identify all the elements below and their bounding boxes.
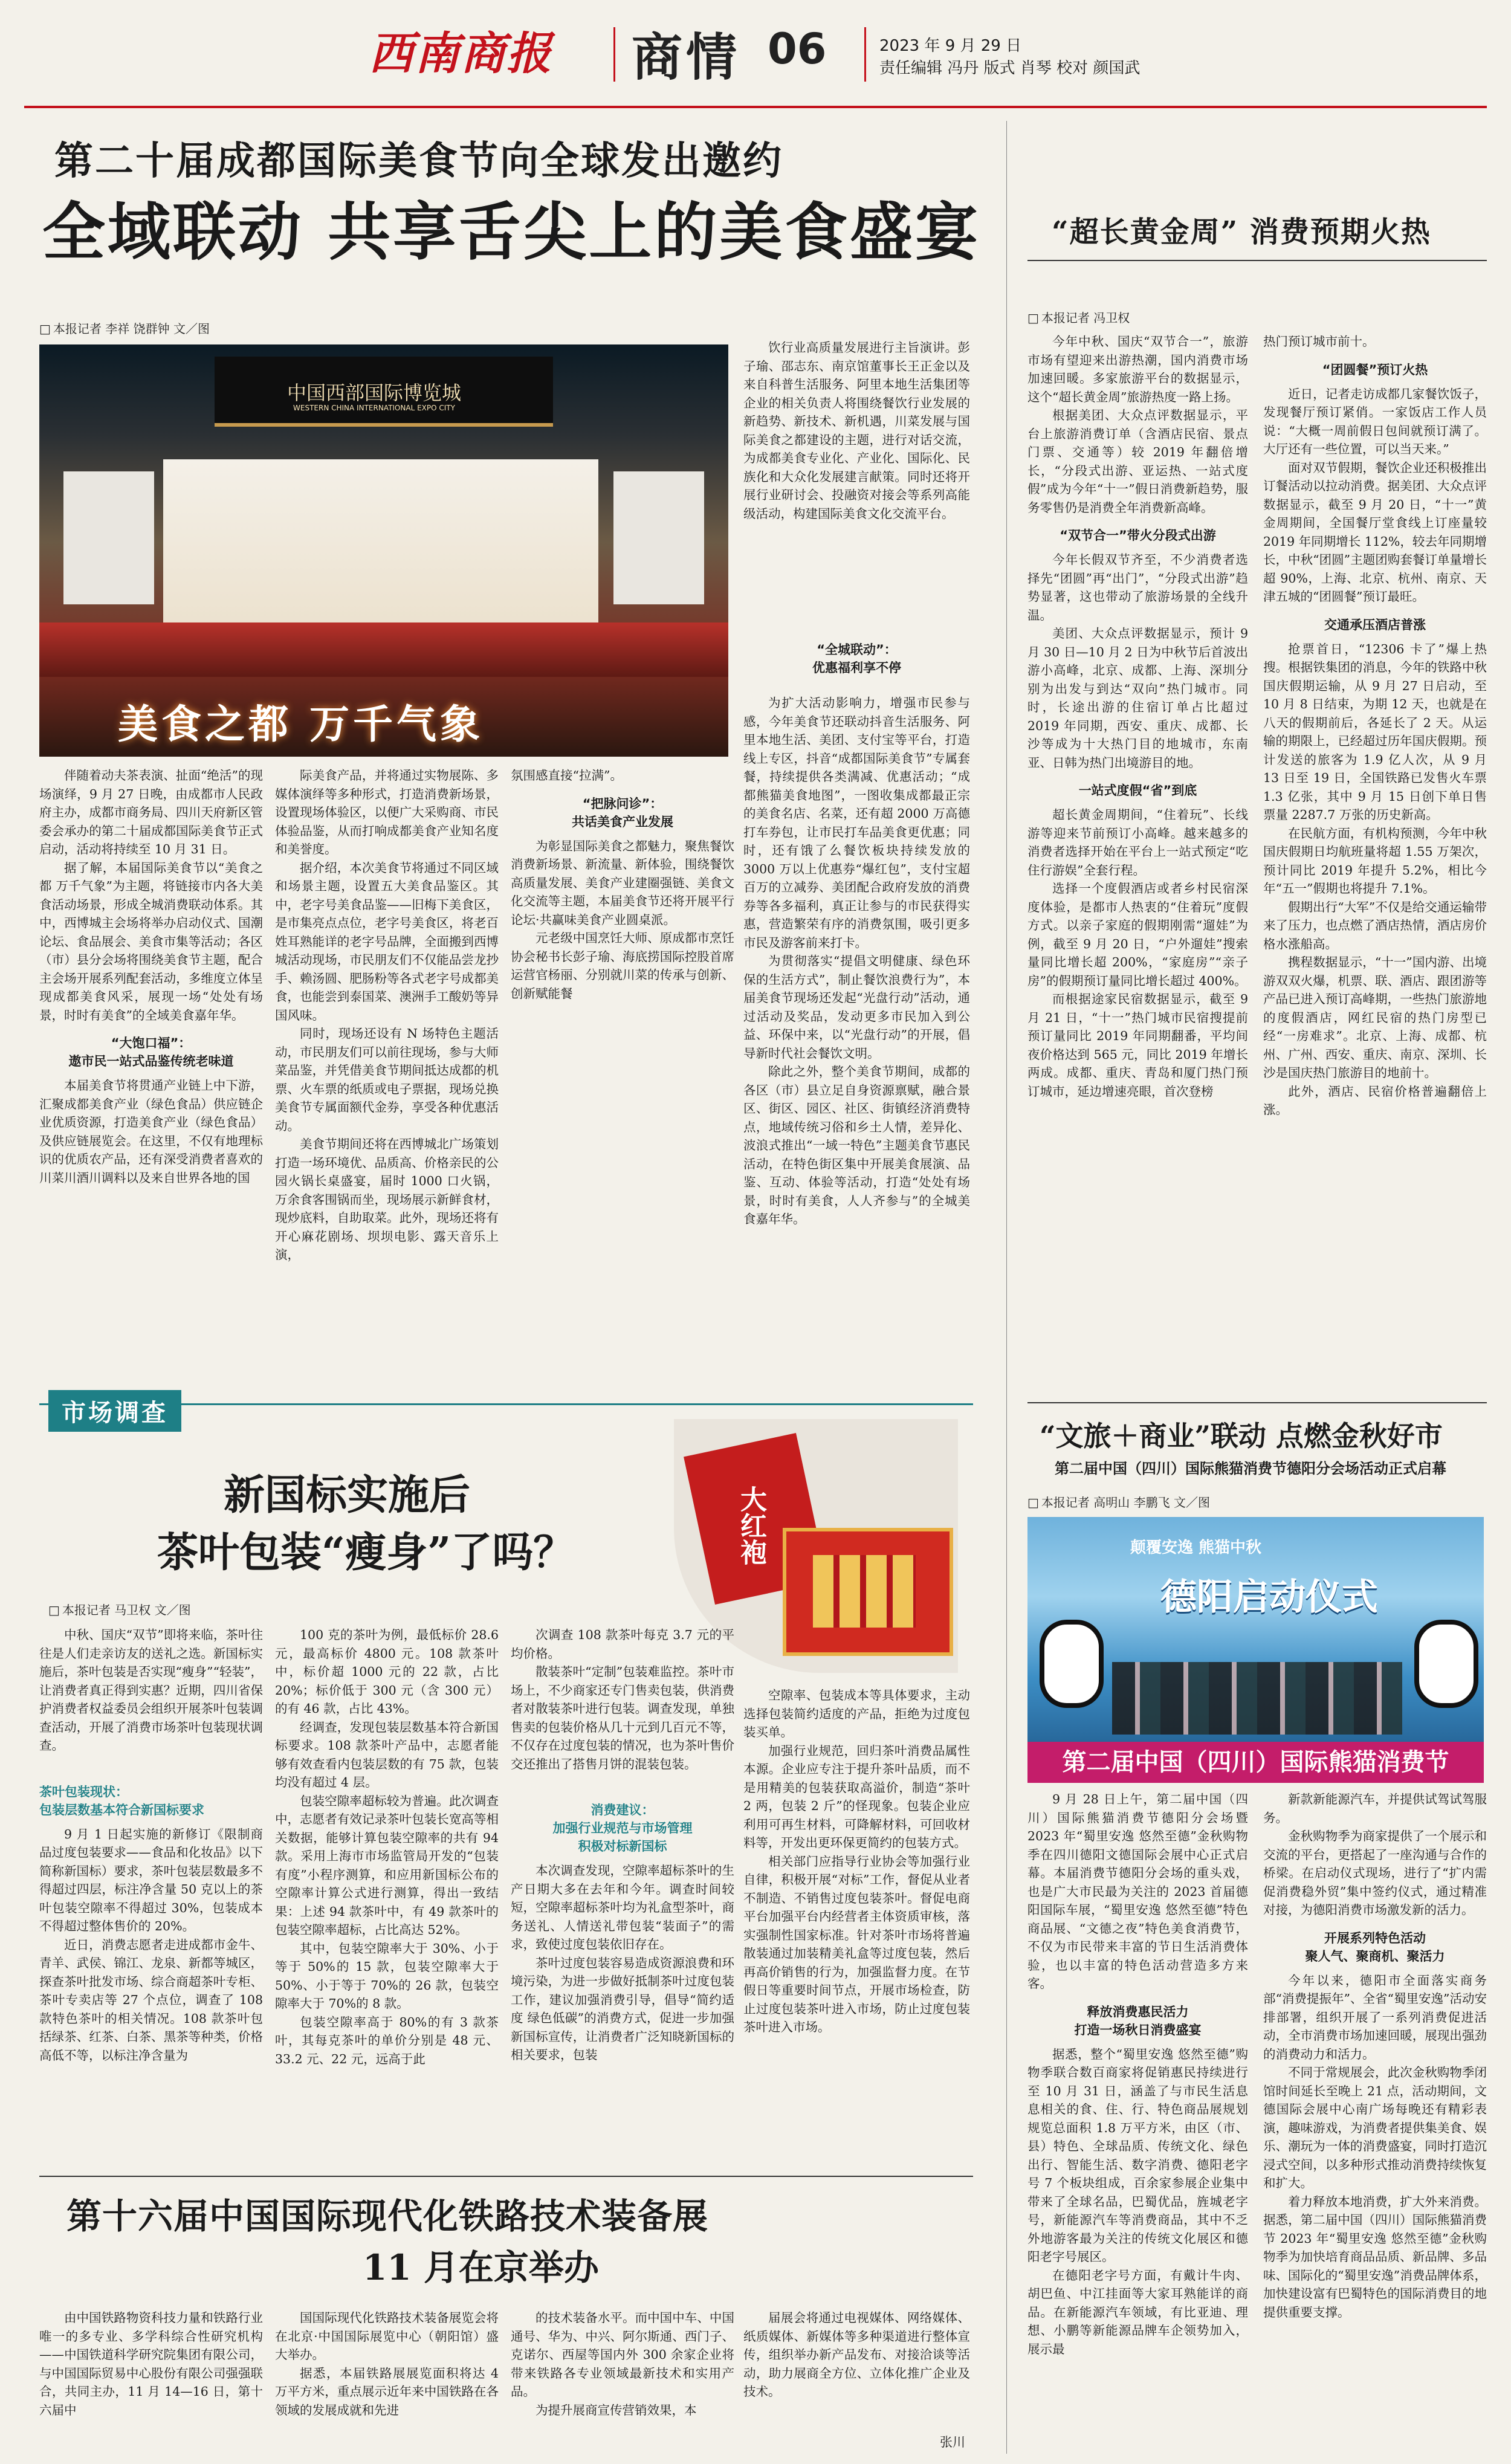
goldenweek-col-b [1263,332,1487,1396]
rail-col-2 [275,2309,499,2454]
culture-subtitle: 第二届中国（四川）国际熊猫消费节德阳分会场活动正式启幕 [1055,1460,1446,1477]
culture-byline: □ 本报记者 高明山 李鹏飞 文／图 [1027,1493,1210,1510]
goldenweek-rule [1027,260,1487,261]
market-col-2-paragraph: 100 克的茶叶为例，最低标价 28.6 元，最高标价 4800 元。108 款茶叶中，标价超 1000 元的 22 款，占比 20%；标价低于 300 元（含 300 元）的有 46 款，占比 43%。 [275,1628,499,1716]
lead-col-1-body-paragraph: 据了解，本届国际美食节以“美食之都 万千气象”为主题，将链接市内各大美食活动场景，形成全城消费联动体系。其中，西博城主会场将举办启动仪式、国潮论坛、食品展会、美食市集等活动；各区（市）县分会场将围绕美食节主题，配合主会场开展系列配套活动，多维度立体呈现成都美食风采，展现一场“处处有场景，时时有美食”的全域美食嘉年华。 [39,860,263,1023]
lead-col-4-top [743,338,970,641]
goldenweek-col-a [1027,332,1248,1396]
market-byline: □ 本报记者 马卫权 文／图 [48,1600,191,1618]
rail-col-2-paragraph: 国国际现代化铁路技术装备展览会将在北京·中国国际展览中心（朝阳馆）盛大举办。 [275,2310,499,2362]
stage-slogan: 美食之都 万千气象 [118,701,484,748]
culture-col-a1-body [1027,2045,1248,2359]
culture-subhead-2: 开展系列特色活动 聚人气、聚商机、聚活力 [1305,1930,1445,1964]
expo-name-en: WESTERN CHINA INTERNATIONAL EXPO CITY [293,404,455,412]
market-col-1b-body-paragraph: 9 月 1 日起实施的新修订《限制商品过度包装要求——食品和化妆品》以下简称新国标）要求，茶叶包装层数最多不得超过四层，标注净含量 50 克以上的茶叶包装空隙率不得超过 30%，包装成本不得超过整体售价的 20%。 [39,1826,263,1933]
culture-photo [1027,1517,1484,1783]
market-col-3-body-paragraph: 茶叶过度包装容易造成资源浪费和环境污染，为进一步做好抵制茶叶过度包装工作，建议加强消费引导，倡导“简约适度 绿色低碳”的消费方式，促进一步加强新国标宣传，让消费者广泛知晓新国标的相关要求，包装 [511,1955,734,2062]
panda-mascot-right [1414,1620,1478,1708]
stage-floor [39,622,728,677]
culture-col-b1-body-paragraph: 不同于常规展会，此次金秋购物季闭馆时间延长至晚上 21 点，活动期间，文德国际会展中心南广场每晚还有精彩表演，趣味游戏，为消费者提供集美食、娱乐、潮玩为一体的消费盛宴，同时打造沉浸式空间，以多种形式推动消费持续恢复和扩大。 [1263,2065,1487,2190]
masthead-divider-right [864,27,866,82]
goldenweek-col-b2-body-paragraph: 在民航方面，有机构预测，今年中秋国庆假期日均航班量将超 1.55 万架次，预计同比 2019 年提升 5.2%，相比今年“五一”假期也将提升 7.1%。 [1263,826,1487,896]
goldenweek-col-a2-body-paragraph: 而根据途家民宿数据显示，截至 9 月 21 日，“十一”热门城市民宿搜提前预订量同比 2019 年同期翻番，平均间夜价格达到 565 元，同比 2019 年增长两成。成都、重庆、青岛和厦门热门预订城市，延边增速亮眼，首次登榜 [1027,992,1248,1099]
goldenweek-col-b2-body-paragraph: 假期出行“大军”不仅是给交通运输带来了压力，也点燃了酒店热情，酒店房价格水涨船高。 [1263,899,1487,951]
goldenweek-col-b-top: 热门预订城市前十。 [1263,334,1375,349]
lead-subhead-4: “全城联动”： 优惠福利享不停 [812,642,901,675]
rail-col-1-paragraph: 由中国铁路物资科技力量和铁路行业唯一的多专业、多学科综合性研究机构——中国铁道科学研究院集团有限公司，与中国国际贸易中心股份有限公司强强联合，共同主办，11 月 14—16 日，第十六届中 [39,2310,263,2417]
stage-screen-side-right [613,471,704,604]
market-subhead-2 [511,1783,734,1855]
goldenweek-col-b2-body-paragraph: 此外，酒店、民宿价格普遍翻倍上涨。 [1263,1084,1487,1117]
market-col-2-paragraph: 经调查，发现包装层数基本符合新国标要求。108 款茶叶产品中，志愿者能够有效查看内包装层数的有 75 款，包装均没有超过 4 层。 [275,1719,499,1790]
culture-col-a1-body-paragraph: 据悉，整个“蜀里安逸 悠然至德”购物季联合数百商家将促销惠民持续进行至 10 月 31 日，涵盖了与市民生活息息相关的食、住、行、特色商品展规划规览总面积 1.8 万平方米，由区（市、县）特色、全球品质、传统文化、绿色出行、智能生活、数字消费、德阳老字号 7 个板块组成，百余家参展企业集中带来了全球名品，巴蜀优品，旌城老字号，新能源汽车等消费商品，其中不乏外地游客最为关注的传统文化展区和德阳老字号展区。 [1027,2046,1248,2264]
culture-top-rule [1027,1402,1487,1403]
culture-col-b [1263,1790,1487,2401]
lead-kicker: 第二十届成都国际美食节向全球发出邀约 [54,138,783,184]
goldenweek-col-b2-body [1263,640,1487,1119]
stage-screen [163,459,598,622]
culture-col-b-body-paragraph: 金秋购物季为商家提供了一个展示和交流的平台，更搭起了一座沟通与合作的桥梁。在启动仪式现场，进行了“扩内需促消费稳外贸”集中签约仪式，通过精准对接，为德阳消费市场激发新的活力。 [1263,1829,1487,1917]
rail-title-2: 11 月在京举办 [363,2247,599,2288]
culture-col-a-body-paragraph: 9 月 28 日上午，第二届中国（四川）国际熊猫消费节德阳分会场暨 2023 年“蜀里安逸 悠然至德”金秋购物季在四川德阳文德国际会展中心正式启幕。本届消费节德阳分会场的重头戏，也是广大市民最为关注的 2023 首届德阳国际车展，“蜀里安逸 悠然至德”特色商品展、“文德之夜”特色美食消费节，不仅为市民带来丰富的节日生活消费体验，也以丰富的特色活动营造多方来客。 [1027,1792,1248,1991]
goldenweek-col-a-body [1027,332,1248,517]
market-col-1-body [39,1626,263,1755]
culture-col-b-body-paragraph: 新款新能源汽车，并提供试驾试驾服务。 [1263,1792,1487,1825]
market-col-1b-body-paragraph: 近日，消费志愿者走进成都市金牛、青羊、武侯、锦江、龙泉、新都等城区，探查茶叶批发市场、综合商超茶叶专柜、茶叶专卖店等 27 个点位，调查了 108 款特色茶叶的相关情况。108 款茶叶包括绿茶、红茶、白茶、黑茶等种类，价格高低不等，以标注净含量为 [39,1937,263,2063]
goldenweek-byline: □ 本报记者 冯卫权 [1027,308,1130,326]
rail-col-1 [39,2309,263,2454]
goldenweek-subhead-4: 交通承压酒店普涨 [1324,617,1426,632]
lead-col-2-paragraph: 据介绍，本次美食节将通过不同区域和场景主题，设置五大美食品鉴区。其中，老字号美食品鉴——旧梅下美食区，是市集亮点点位，老字号美食区，将老百姓耳熟能详的老字号品牌，全面搬到西博城活动现场，市民朋友们不仅能品尝龙抄手、赖汤圆、肥肠粉等各式老字号成都美食，也能尝到泰国菜、澳洲手工酸奶等异国风味。 [275,860,499,1023]
market-col-3-body [511,1861,734,2065]
culture-photo-top: 颠覆安逸 熊猫中秋 [1130,1539,1262,1557]
market-col-1 [39,1626,263,2170]
lead-col-3-body-paragraph: 为彰显国际美食之都魅力，聚焦餐饮消费新场景、新流量、新体验，围绕餐饮高质量发展、美食产业建圈强链、美食文化交流等主题，本届美食节还将开展平行论坛·共赢味美食产业圆桌派。 [511,838,734,927]
market-subhead-1 [39,1765,263,1819]
goldenweek-subhead-1: “双节合一”带火分段式出游 [1060,528,1216,543]
market-tag: 市场调查 [48,1390,181,1432]
lead-col-1b-body-paragraph: 本届美食节将贯通产业链上中下游，汇聚成都美食产业（绿色食品）供应链企业优质资源，打造美食产业（绿色食品）及供应链展览会。在这里，不仅有地理标识的优质农产品，还有深受消费者喜欢的川菜川酒川调料以及来自世界各地的国 [39,1078,263,1185]
culture-title: “文旅＋商业”联动 点燃金秋好市 [1040,1420,1443,1452]
market-subhead-1-text: 茶叶包装现状： 包装层数基本符合新国标要求 [39,1784,204,1817]
goldenweek-col-a1-body-paragraph: 今年长假双节齐至，不少消费者选择先“团圆”再“出门”，“分段式出游”趋势显著，这也带动了旅游场景的全线升温。 [1027,552,1248,622]
rail-col-3-paragraph: 的技术装备水平。而中国中车、中国通号、华为、中兴、阿尔斯通、西门子、克诺尔、西屋等国内外 300 余家企业将带来铁路各专业领域最新技术和实用产品。 [511,2310,734,2399]
goldenweek-col-b2-body-paragraph: 抢票首日，“12306 卡了”爆上热搜。根据铁集团的消息，今年的铁路中秋国庆假期运输，从 9 月 27 日启动，至 10 月 8 日结束，为期 12 天，也就是在八天的假期前后，各延长了 2 天。从运输的期限上，已经超过历年国庆假期。预计发送的旅客为 1.9 亿人次，从 9 月 13 日至 19 日，全国铁路已发售火车票 1.3 亿张，其中 9 月 15 日创下单日售票量 2287.7 万张的历史新高。 [1263,641,1487,822]
publish-date: 2023 年 9 月 29 日 [879,37,1022,55]
goldenweek-col-a1-body [1027,551,1248,772]
goldenweek-col-a2-body-paragraph: 选择一个度假酒店或者乡村民宿深度体验，是都市人热衷的“住着玩”度假方式。以亲子家庭的假期刚需“遛娃”为例，截至 9 月 20 日，“户外遛娃”搜索量同比增长超 200%，“家庭房”“亲子房”的假期预订量同比增长超过 400%。 [1027,881,1248,988]
goldenweek-col-b2-body-paragraph: 携程数据显示，“十一”国内游、出境游双双火爆，机票、联、酒店、跟团游等产品已进入预订高峰期，一些热门旅游地的度假酒店，网红民宿的热门房型已经“一房难求”。北京、上海、成都、杭州、广州、西安、重庆、南京、深圳、长沙是国庆热门旅游目的地前十。 [1263,955,1487,1080]
market-col-3-top-paragraph: 散装茶叶“定制”包装难监控。茶叶市场上，不少商家还专门售卖包装，供消费者对散装茶叶进行包装。调查发现，单独售卖的包装价格从几十元到几百元不等，不仅存在过度包装的情况，也为茶叶售价交还推出了搭售月饼的混装包装。 [511,1664,734,1771]
rail-col-2-paragraph: 据悉，本届铁路展展览面积将达 4 万平方米，重点展示近年来中国铁路在各领域的发展成就和先进 [275,2365,499,2417]
market-col-3-top-paragraph: 次调查 108 款茶叶每克 3.7 元的平均价格。 [511,1628,734,1661]
market-col-4-paragraph: 相关部门应指导行业协会等加强行业自律，积极开展“对标”工作，督促从业者不制造、不销售过度包装茶叶。督促电商平台加强平台内经营者主体资质审核，落实强制性国家标准。针对茶叶市场将普遍散装通过加装精美礼盒等过度包装，然后再高价销售的行为，加强监督力度。在节假日等重要时间节点，开展市场检查，防止过度包装茶叶进入市场，防止过度包装茶叶进入市场。 [743,1854,970,2034]
market-subhead-2-text: 消费建议： 加强行业规范与市场管理 积极对标新国标 [552,1803,693,1854]
culture-col-b-body [1263,1790,1487,1919]
lead-col-1 [39,766,263,1395]
expo-name: 中国西部国际博览城 [287,381,462,404]
culture-col-a-body [1027,1790,1248,1993]
lead-col-4-bottom-paragraph: 为扩大活动影响力，增强市民参与感，今年美食节还联动抖音生活服务、阿里本地生活、美团、支付宝等平台，打造线上专区，抖音“成都国际美食节”专属套餐，持续提供各类满减、优惠活动；“成都熊猫美食地图”，一图收集成都最正宗的美食名店、名菜，还有超 2000 万高德打车券包，让市民打车品美食更优惠；同时，还有饿了么餐饮板块持续发放的 3000 万以上优惠券“爆红包”，支付宝超百万的立减券、美团配合政府发放的消费券等各多福利，真正让参与的市民获得实惠，营造繁荣有序的消费氛围，吸引更多市民及游客前来打卡。 [743,696,970,950]
page-divider-vertical [1006,121,1007,2454]
goldenweek-col-b1-body [1263,385,1487,606]
market-col-4-paragraph: 空隙率、包装成本等具体要求，主动选择包装简约适度的产品，拒绝为过度包装买单。 [743,1688,970,1739]
market-col-2-paragraph: 包装空隙率超标较为普遍。此次调查中，志愿者有效记录茶叶包装长宽高等相关数据，能够计算包装空隙率的共有 94 款。采用上海市市场监管局开发的“包装有度”小程序测算，和应用新国标公布的空隙率计算公式进行测算，得出一致结果：上述 94 款茶叶中，有 49 款茶叶的包装空隙率超标，占比高达 52%。 [275,1793,499,1937]
culture-col-b1-body-paragraph: 着力释放本地消费，扩大外来消费。据悉，第二届中国（四川）国际熊猫消费节 2023 年“蜀里安逸 悠然至德”金秋购物季为加快培育商品品质、新品牌、多品味、国际化的“蜀里安逸”消费品牌体系，加快建设富有巴蜀特色的国际消费目的地提供重要支撑。 [1263,2194,1487,2320]
lead-col-2 [275,766,499,1395]
goldenweek-col-b1-body-paragraph: 面对双节假期，餐饮企业还积极推出订餐活动以拉动消费。据美团、大众点评数据显示，截至 9 月 20 日，“十一”黄金周期间，全国餐厅堂食线上订座量较 2019 年同期增长 112%，较去年同期增长，中秋“团圆”主题团购套餐订单量增长超 90%，上海、北京、杭州、南京、天津五城的“团圆餐”预订最旺。 [1263,460,1487,604]
lead-col-3 [511,766,734,1395]
lead-col-2-paragraph: 际美食产品，并将通过实物展陈、多媒体演绎等多种形式，打造消费新场景，设置现场体验区，以便广大采购商、市民体验品鉴，从而打响成都美食产业知名度和美誉度。 [275,768,499,856]
guests-row [1112,1662,1402,1735]
goldenweek-subhead-3: “团圆餐”预订火热 [1322,362,1428,377]
market-col-1-body-paragraph: 中秋、国庆“双节”即将来临，茶叶往往是人们走亲访友的送礼之选。新国标实施后，茶叶包装是否实现“瘦身”“轻装”，让消费者真正得到实惠？近期，四川省保护消费者权益委员会组织开展茶叶包装调查活动，开展了消费市场茶叶包装现状调查。 [39,1628,263,1753]
goldenweek-col-a1-body-paragraph: 美团、大众点评数据显示，预计 9 月 30 日—10 月 2 日为中秋节后首波出游小高峰，北京、成都、上海、深圳分别为出发与到达“双向”热门城市。同时，长途出游的住宿订单占比超过 2019 年同期，西安、重庆、成都、长沙等成为十大热门目的地城市，东南亚、日韩为热门出境游目的地。 [1027,626,1248,770]
goldenweek-title: “超长黄金周” 消费预期火热 [1052,215,1431,249]
goldenweek-col-a2-body-paragraph: 超长黄金周期间，“住着玩”、长线游等迎来节前预订小高峰。越来越多的消费者选择开始在平台上一站式预定“吃住行游娱”全套行程。 [1027,807,1248,878]
lead-subhead-1: “大饱口福”： 遨市民一站式品鉴传统老味道 [68,1036,234,1069]
lead-subhead-3: “把脉问诊”： 共话美食产业发展 [572,796,673,829]
lead-col-4-sub [743,641,970,683]
lead-col-4-bottom-paragraph: 为贯彻落实“提倡文明健康、绿色环保的生活方式”，制止餐饮浪费行为”，本届美食节现场还发起“光盘行动”活动，通过活动及奖品，发动更多市民加入到公益、环保中来，以“光盘行动”的开展，倡导新时代社会餐饮文明。 [743,954,970,1061]
lead-col-3-body [511,837,734,1003]
page-number: 06 [768,24,827,74]
lead-col-4-top-paragraph: 饮行业高质量发展进行主旨演讲。彭子瑜、邵志东、南京馆董事长王正金以及来自科普生活服务、阿里本地生活集团等企业的相关负责人将围绕餐饮行业发展的新趋势、新技术、新机遇，川菜发展与国际美食之都建设的主题，进行对话交流，为成都美食专业化、产业化、国际化、民族化和大众化发展建言献策。同时还将开展行业研讨会、投融资对接会等系列高能级活动，构建国际美食文化交流平台。 [743,340,970,521]
masthead [0,0,1511,121]
market-col-3 [511,1626,734,2170]
lead-col-2-paragraph: 美食节期间还将在西博城北广场策划打造一场环境优、品质高、价格亲民的公园火锅长桌盛宴，届时 1000 口火锅，万余食客围锅而坐，现场展示新鲜食材，现炒底料，自助取菜。此外，现场还将有开心麻花剧场、坝坝电影、露天音乐上演， [275,1137,499,1262]
lead-col-1-body-paragraph: 伴随着动夫茶表演、扯面“绝活”的现场演绎，9 月 27 日晚，由成都市人民政府主办，成都市商务局、四川天府新区管委会承办的第二十届成都国际美食节正式启动，活动将持续至 10 月 31 日。 [39,768,263,856]
tea-cans [813,1555,916,1628]
market-title-1: 新国标实施后 [224,1471,471,1519]
culture-col-a1-body-paragraph: 在德阳老字号方面，有戴计牛肉、胡巴鱼、中江挂面等大家耳熟能详的商品。在新能源汽车领域，有比亚迪、理想、小鹏等新能源品牌车企领势加入，展示最 [1027,2268,1248,2356]
market-col-1b-body [39,1825,263,2065]
culture-col-b1-body-paragraph: 今年以来，德阳市全面落实商务部“消费提振年”、全省“蜀里安逸”活动安排部署，组织开展了一系列消费促进活动，全市消费市场加速回暖，展现出强劲的消费动力和活力。 [1263,1973,1487,2061]
culture-photo-banner: 第二届中国（四川）国际熊猫消费节 [1027,1742,1484,1783]
lead-col-4-bottom-paragraph: 除此之外，整个美食节期间，成都的各区（市）县立足自身资源禀赋，融合景区、街区、园区、社区、街镇经济消费特点，地域传统习俗和乡土人情，差异化、波浪式推出“一域一特色”主题美食节惠民活动，在特色街区集中开展美食展演、品鉴、互动、体验等活动，打造“处处有场景，时时有美食，人人齐参与”的全城美食嘉年华。 [743,1064,970,1226]
panda-mascot-left [1040,1620,1104,1708]
market-col-3-body-paragraph: 本次调查发现，空隙率超标茶叶的生产日期大多在去年和今年。调查时间较短，空隙率超标茶叶均为礼盒型茶叶，商务送礼、人情送礼带包装“装面子”的需求，致使过度包装依旧存在。 [511,1863,734,1951]
tea-box-label: 大红袍 [736,1486,766,1565]
goldenweek-col-a-body-paragraph: 今年中秋、国庆“双节合一”，旅游市场有望迎来出游热潮，国内消费市场加速回暖。多家旅游平台的数据显示，这个“超长黄金周”旅游热度一路上扬。 [1027,334,1248,404]
masthead-divider-left [613,27,615,82]
culture-photo-stage: 德阳启动仪式 [1160,1576,1378,1618]
goldenweek-col-a-body-paragraph: 根据美团、大众点评数据显示，平台上旅游消费订单（含酒店民宿、景点门票、交通等）较 2019 年翻倍增长，“分段式出游、亚运热、一站式度假”成为今年“十一”假日消费新趋势，服务零售仍是消费全年消费新高峰。 [1027,408,1248,515]
culture-col-b1-body [1263,1971,1487,2322]
section-name: 商情 [632,27,741,87]
rail-author: 张川 [940,2435,965,2449]
lead-col-1b-body [39,1076,263,1187]
lead-byline: □ 本报记者 李祥 饶群钟 文／图 [39,319,210,337]
market-col-4-paragraph: 加强行业规范，回归茶叶消费品属性本源。企业应专注于提升茶叶品质，而不是用精美的包装获取高溢价，制造“茶叶 2 两，包装 2 斤”的怪现象。包装企业应利用可再生材料，可降解材料，可回收材料等，开发出更环保更简约的包装方式。 [743,1743,970,1850]
goldenweek-col-a2-body [1027,806,1248,1101]
lead-col-4-bottom [743,694,970,1401]
lead-col-2-paragraph: 同时，现场还设有 N 场特色主题活动，市民朋友们可以前往现场，参与大师菜品鉴，并凭借美食节期间抵达成都的机票、火车票的纸质或电子票据，现场兑换美食节专属面额代金券，享受各种优惠活动。 [275,1026,499,1133]
market-title-2: 茶叶包装“瘦身”了吗？ [157,1528,575,1577]
lead-photo [39,344,728,757]
culture-col-a [1027,1790,1248,2401]
market-col-4 [743,1686,970,2170]
rail-col-4 [743,2309,970,2454]
lead-col-3-top: 氛围感直接“拉满”。 [511,768,623,783]
market-col-2-paragraph: 其中，包装空隙率大于 30%、小于等于 50%的 15 款，包装空隙率大于 50%、小于等于 70%的 26 款，包装空隙率大于 70%的 8 款。 [275,1941,499,2011]
rail-col-3-paragraph: 为提升展商宣传营销效果，本 [535,2402,697,2417]
market-col-3-top [511,1626,734,1773]
editors-line: 责任编辑 冯丹 版式 肖琴 校对 颜国武 [879,59,1141,77]
market-col-2 [275,1626,499,2170]
masthead-rule [24,106,1487,108]
rail-top-rule [39,2176,973,2177]
culture-subhead-1: 释放消费惠民活力 打造一场秋日消费盛宴 [1074,2004,1202,2037]
lead-col-3-body-paragraph: 元老级中国烹饪大师、原成都市烹饪协会秘书长彭子瑜、海底捞国际控股首席运营官杨丽、分别就川菜的传承与创新、创新赋能餐 [511,931,734,1001]
goldenweek-subhead-2: 一站式度假“省”到底 [1078,783,1197,798]
rail-col-4-paragraph: 届展会将通过电视媒体、网络媒体、纸质媒体、新媒体等多种渠道进行整体宣传，组织举办新产品发布、对接洽谈等活动，助力展商全方位、立体化推广企业及技术。 [743,2310,970,2399]
paper-logo: 西南商报 [369,28,552,80]
market-col-2-paragraph: 包装空隙率高于 80%的有 3 款茶叶，其每克茶叶的单价分别是 48 元、33.2 元、22 元，远高于此 [275,2014,499,2066]
lead-col-1-body [39,766,263,1024]
rail-col-3 [511,2309,734,2454]
goldenweek-col-b1-body-paragraph: 近日，记者走访成都几家餐饮饭子，发现餐厅预订紧俏。一家饭店工作人员说：“大概一周前假日包间就预订满了。大厅还有一些位置，可以当天来。” [1263,386,1487,456]
stage-screen-side-left [63,471,154,604]
rail-title-1: 第十六届中国国际现代化铁路技术装备展 [66,2196,709,2237]
lead-headline: 全域联动 共享舌尖上的美食盛宴 [42,195,981,269]
